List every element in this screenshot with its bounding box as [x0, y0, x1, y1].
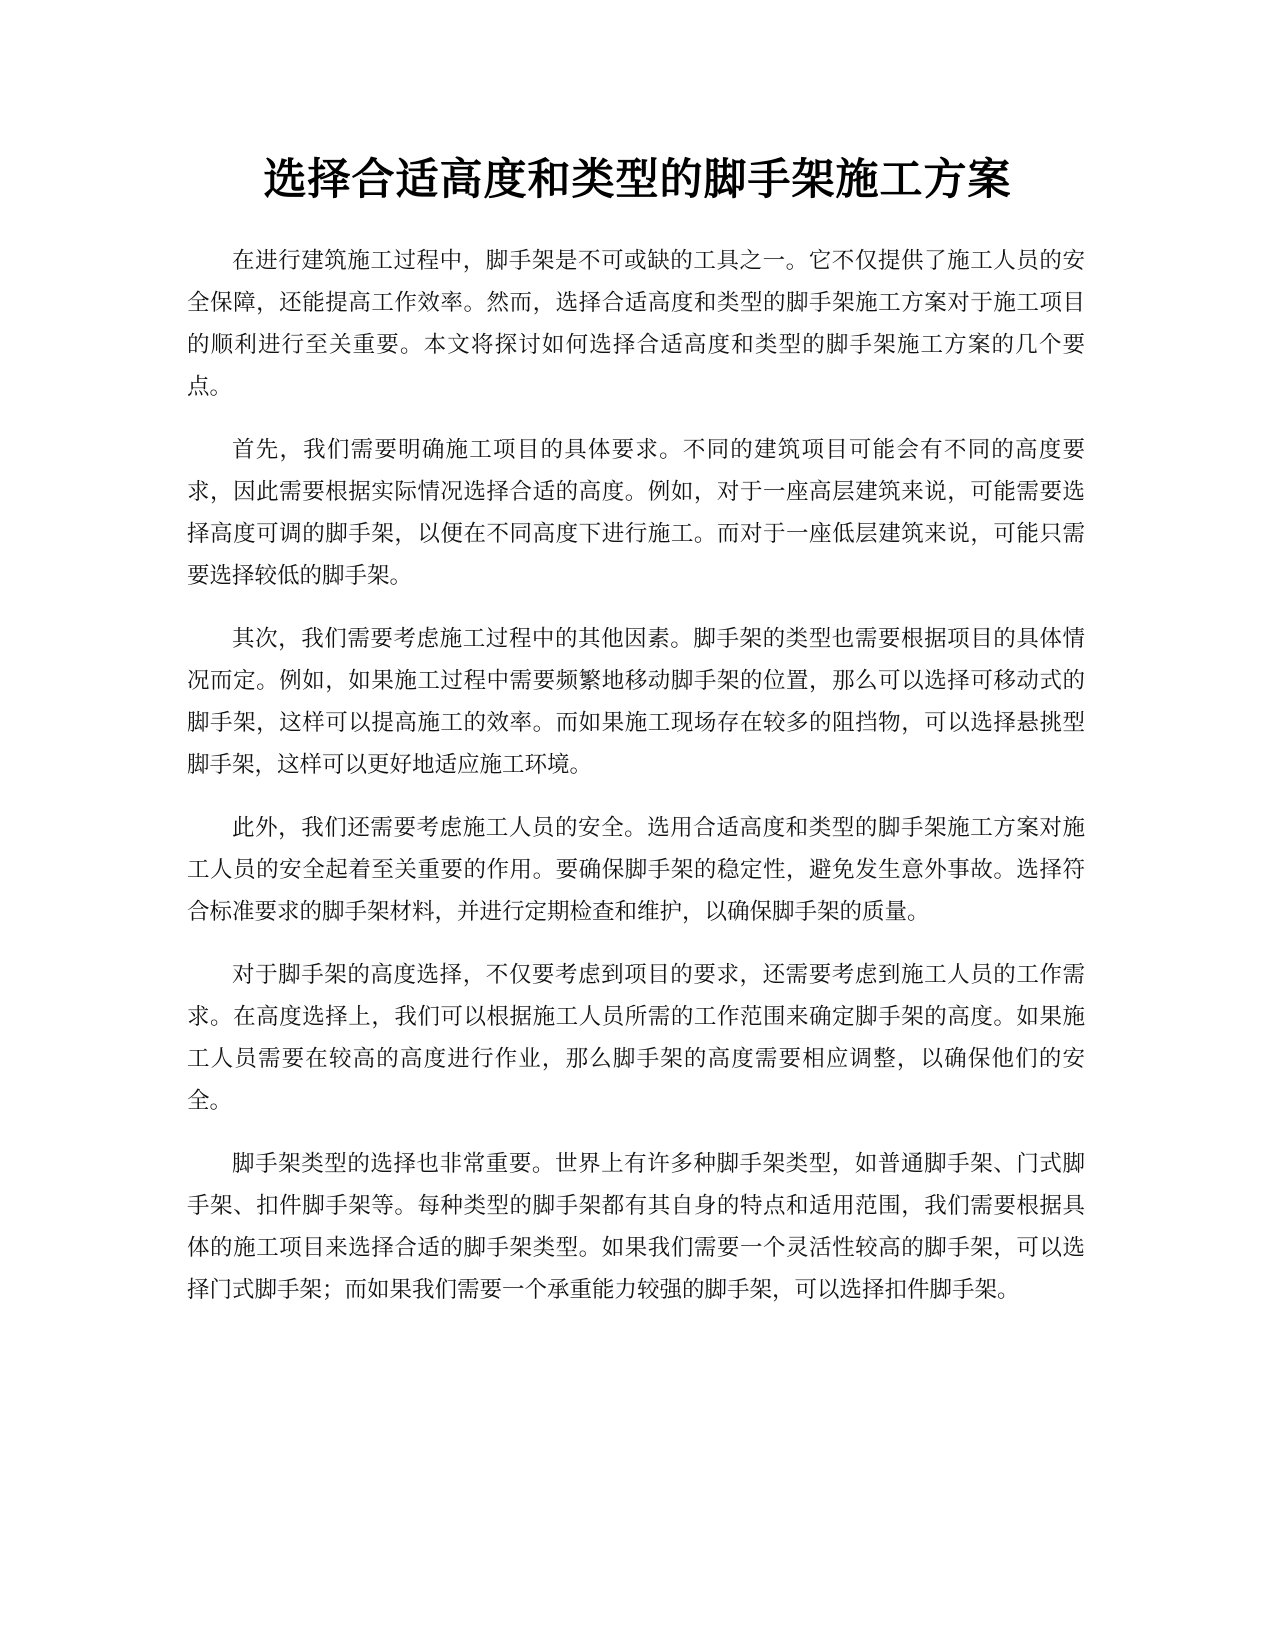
paragraph-type-selection: 脚手架类型的选择也非常重要。世界上有许多种脚手架类型，如普通脚手架、门式脚手架、扣件脚手架等。每种类型的脚手架都有其自身的特点和适用范围，我们需要根据具体的施工项目来选择合适的脚手架类型。如果我们需要一个灵活性较高的脚手架，可以选择门式脚手架；而如果我们需要一个承重能力较强的脚手架，可以选择扣件脚手架。: [187, 1151, 1085, 1303]
paragraph-height-selection: 对于脚手架的高度选择，不仅要考虑到项目的要求，还需要考虑到施工人员的工作需求。在高度选择上，我们可以根据施工人员所需的工作范围来确定脚手架的高度。如果施工人员需要在较高的高度进行作业，那么脚手架的高度需要相应调整，以确保他们的安全。: [187, 962, 1085, 1114]
paragraph-other-factors: 其次，我们需要考虑施工过程中的其他因素。脚手架的类型也需要根据项目的具体情况而定。例如，如果施工过程中需要频繁地移动脚手架的位置，那么可以选择可移动式的脚手架，这样可以提高施工的效率。而如果施工现场存在较多的阻挡物，可以选择悬挑型脚手架，这样可以更好地适应施工环境。: [187, 626, 1085, 778]
document-body: [187, 240, 1085, 1332]
paragraph-project-requirements: 首先，我们需要明确施工项目的具体要求。不同的建筑项目可能会有不同的高度要求，因此需要根据实际情况选择合适的高度。例如，对于一座高层建筑来说，可能需要选择高度可调的脚手架，以便在不同高度下进行施工。而对于一座低层建筑来说，可能只需要选择较低的脚手架。: [187, 437, 1085, 589]
paragraph-worker-safety: 此外，我们还需要考虑施工人员的安全。选用合适高度和类型的脚手架施工方案对施工人员的安全起着至关重要的作用。要确保脚手架的稳定性，避免发生意外事故。选择符合标准要求的脚手架材料，并进行定期检查和维护，以确保脚手架的质量。: [187, 815, 1085, 925]
paragraph-intro: 在进行建筑施工过程中，脚手架是不可或缺的工具之一。它不仅提供了施工人员的安全保障，还能提高工作效率。然而，选择合适高度和类型的脚手架施工方案对于施工项目的顺利进行至关重要。本文将探讨如何选择合适高度和类型的脚手架施工方案的几个要点。: [187, 248, 1085, 400]
document-title: 选择合适高度和类型的脚手架施工方案: [263, 155, 1012, 205]
